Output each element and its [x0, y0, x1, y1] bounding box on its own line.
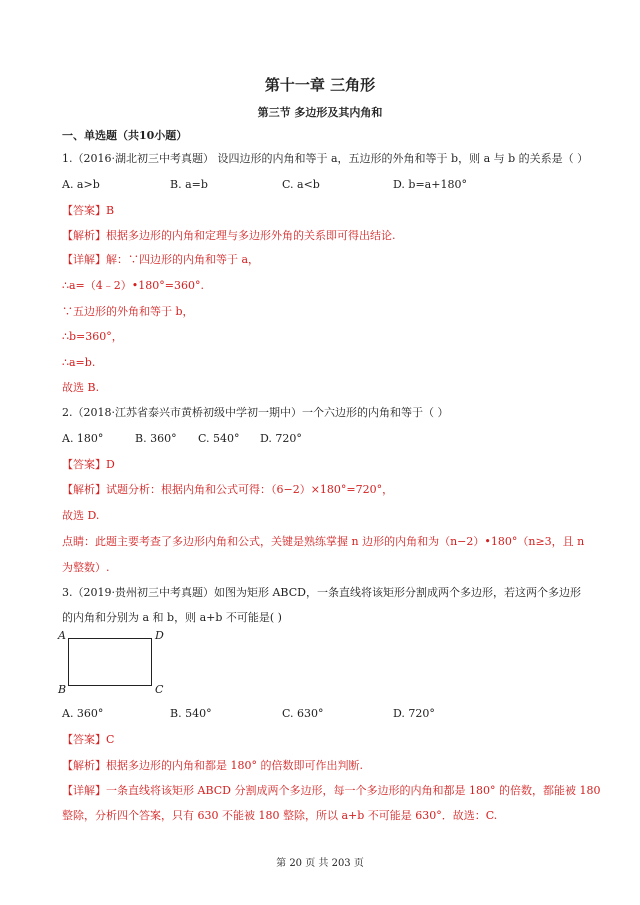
- q2-note: 为整数）.: [62, 561, 110, 574]
- q2-answer: 【答案】D: [62, 458, 115, 471]
- q1-line: 故选 B.: [62, 381, 100, 394]
- vertex-label: B: [58, 683, 67, 696]
- q3-detail: 整除，分析四个答案，只有 630 不能被 180 整除，所以 a+b 不可能是 630°．故选：C.: [62, 809, 498, 822]
- q3-answer: 【答案】C: [62, 733, 115, 746]
- q1-stem: 1.（2016·湖北初三中考真题） 设四边形的内角和等于 a，五边形的外角和等于 b，则 a 与 b 的关系是（ ）: [62, 152, 589, 165]
- q2-option-c: C. 540°: [198, 432, 240, 445]
- q1-line: ∴b=360°，: [62, 330, 123, 343]
- q1-answer: 【答案】B: [62, 204, 115, 217]
- q3-analysis: 【解析】根据多边形的内角和都是 180° 的倍数即可作出判断.: [62, 759, 363, 772]
- vertex-label: A: [58, 629, 66, 642]
- q3-option-c: C. 630°: [282, 707, 324, 720]
- q2-analysis: 【解析】试题分析：根据内角和公式可得：（6−2）×180°=720°，: [62, 483, 394, 496]
- q3-option-d: D. 720°: [393, 707, 435, 720]
- q1-option-b: B. a=b: [170, 178, 208, 191]
- q2-note: 点睛：此题主要考查了多边形内角和公式，关键是熟练掌握 n 边形的内角和为（n−2）•180°（n≥3，且 n: [62, 535, 585, 548]
- q2-option-b: B. 360°: [135, 432, 177, 445]
- q2-line: 故选 D.: [62, 509, 100, 522]
- q1-line: ∴a=b.: [62, 356, 96, 369]
- section-heading: 一、单选题（共10小题）: [62, 129, 188, 142]
- q2-option-d: D. 720°: [260, 432, 302, 445]
- section-subtitle: 第三节 多边形及其内角和: [257, 106, 383, 119]
- q3-stem: 的内角和分别为 a 和 b，则 a+b 不可能是( ): [62, 611, 282, 624]
- q2-stem: 2.（2018·江苏省泰兴市黄桥初级中学初一期中）一个六边形的内角和等于（ ）: [62, 406, 449, 419]
- q1-option-a: A. a>b: [62, 178, 100, 191]
- page-footer: 第 20 页 共 203 页: [276, 858, 364, 869]
- q1-line: ∵五边形的外角和等于 b，: [62, 305, 194, 318]
- q3-detail: 【详解】一条直线将该矩形 ABCD 分割成两个多边形，每一个多边形的内角和都是 180° 的倍数，都能被 180: [62, 784, 601, 797]
- q1-option-c: C. a<b: [282, 178, 320, 191]
- rectangle-figure: [68, 638, 152, 686]
- q3-option-a: A. 360°: [62, 707, 104, 720]
- q1-line: ∴a=（4﹣2）•180°=360°.: [62, 279, 204, 292]
- q3-option-b: B. 540°: [170, 707, 212, 720]
- page-title: 第十一章 三角形: [264, 76, 376, 94]
- q1-analysis: 【解析】根据多边形的内角和定理与多边形外角的关系即可得出结论.: [62, 229, 396, 242]
- q2-option-a: A. 180°: [62, 432, 104, 445]
- q3-stem: 3.（2019·贵州初三中考真题）如图为矩形 ABCD，一条直线将该矩形分割成两个多边形，若这两个多边形: [62, 586, 581, 599]
- vertex-label: C: [155, 683, 164, 696]
- q1-option-d: D. b=a+180°: [393, 178, 467, 191]
- vertex-label: D: [155, 629, 164, 642]
- q1-detail: 【详解】解：∵四边形的内角和等于 a，: [62, 253, 260, 266]
